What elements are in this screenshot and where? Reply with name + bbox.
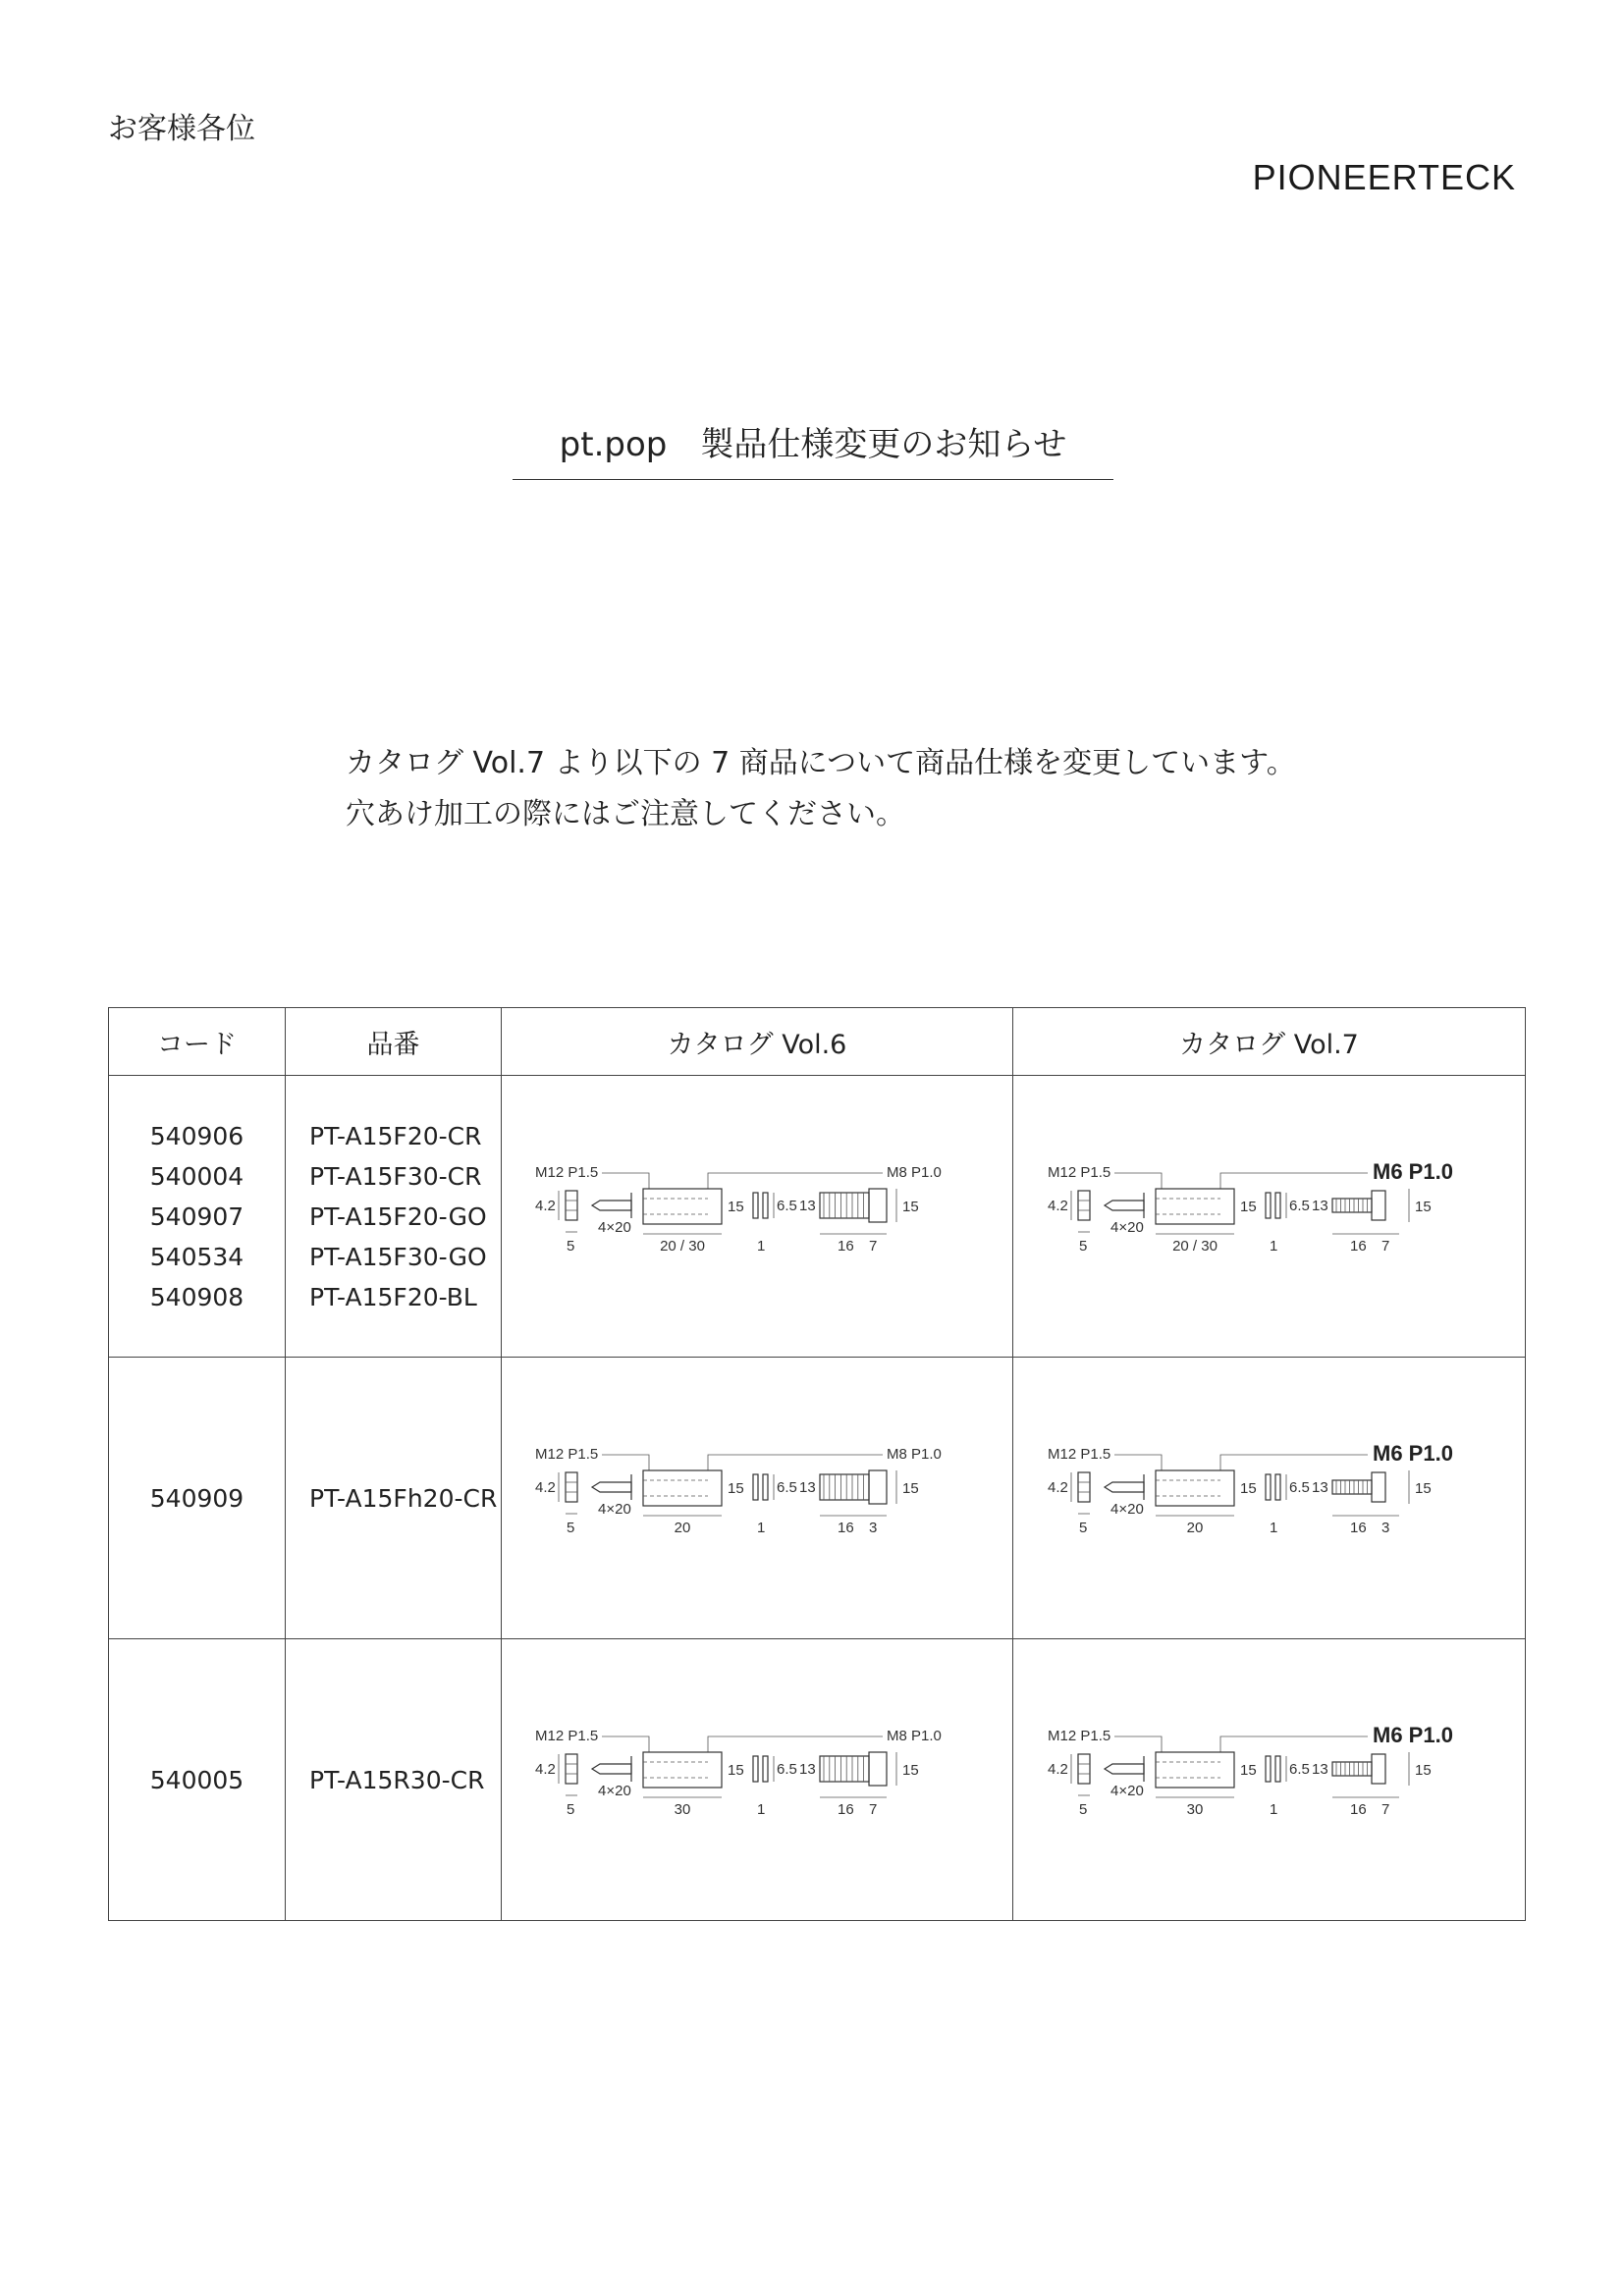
washer-shape (763, 1474, 768, 1500)
part-number-value: PT-A15F20-GO (309, 1201, 487, 1231)
dim-bolt-length: 16 (1349, 1801, 1367, 1818)
dim-cap-width: 5 (567, 1238, 575, 1255)
dim-washer-thickness: 1 (1269, 1520, 1277, 1536)
thread-label-m8: M8 P1.0 (887, 1164, 942, 1181)
cap-nut-shape (566, 1472, 577, 1502)
part-number-value: PT-A15F20-CR (309, 1121, 482, 1150)
dim-bolt-head: 3 (869, 1520, 878, 1536)
dim-bolt-head: 7 (1380, 1238, 1389, 1255)
screw-shape (592, 1201, 631, 1210)
dim-cap-height: 4.2 (535, 1761, 556, 1778)
vol7-diagram-cell (1013, 1639, 1526, 1921)
dim-washer-dia: 6.5 (777, 1198, 797, 1214)
vol7-parts-diagram (1034, 1431, 1505, 1559)
screw-shape (592, 1482, 631, 1492)
dim-bolt-height: 15 (1414, 1199, 1432, 1215)
screw-size: 4×20 (598, 1783, 631, 1799)
dim-washer-dia: 6.5 (777, 1761, 797, 1778)
dim-barrel-height: 15 (728, 1480, 744, 1497)
leader-line (708, 1736, 883, 1752)
dim-barrel-height: 15 (1239, 1762, 1257, 1779)
leader-line (602, 1736, 649, 1752)
dim-washer-dia: 6.5 (1288, 1198, 1310, 1214)
dim-barrel-length: 20 / 30 (1171, 1238, 1218, 1255)
barrel-shape (1156, 1189, 1234, 1224)
table-row (109, 1076, 1526, 1358)
leader-line (1220, 1455, 1368, 1470)
thread-label-m8: M8 P1.0 (887, 1446, 942, 1463)
title-block (513, 417, 1113, 480)
code-cell (109, 1639, 286, 1921)
screw-size: 4×20 (1110, 1783, 1144, 1799)
cap-nut-shape (1078, 1754, 1090, 1784)
leader-line (1220, 1173, 1368, 1189)
part-number-value: PT-A15F30-GO (309, 1242, 487, 1271)
table-header-row (109, 1008, 1526, 1076)
company-logo: PIONEERTECK (1252, 157, 1516, 197)
vol6-diagram-cell (502, 1358, 1013, 1639)
bolt-head (1372, 1472, 1385, 1502)
washer-shape (753, 1474, 758, 1500)
header-part-number: 品番 (286, 1008, 502, 1076)
washer-shape (763, 1193, 768, 1218)
notice-line-1: カタログ Vol.7 より以下の 7 商品について商品仕様を変更しています。 (346, 746, 1296, 780)
barrel-shape (643, 1752, 722, 1788)
dim-bolt-height: 15 (902, 1762, 919, 1779)
dim-cap-height: 4.2 (1047, 1761, 1068, 1778)
bolt-head (869, 1752, 887, 1786)
salutation: お客様各位 (108, 112, 255, 146)
dim-bolt-head: 3 (1380, 1520, 1389, 1536)
thread-label-m12: M12 P1.5 (1047, 1728, 1110, 1744)
dim-washer-outer: 13 (799, 1479, 816, 1496)
dim-barrel-height: 15 (728, 1199, 744, 1215)
screw-size: 4×20 (1110, 1501, 1144, 1518)
header-catalog-vol7: カタログ Vol.7 (1013, 1008, 1526, 1076)
dim-bolt-height: 15 (1414, 1480, 1432, 1497)
dim-washer-thickness: 1 (1269, 1801, 1277, 1818)
part-number-value: PT-A15F20-BL (309, 1282, 477, 1311)
bolt-head (869, 1189, 887, 1222)
screw-shape (1105, 1201, 1144, 1210)
bolt-shaft (820, 1756, 869, 1782)
part-number-value: PT-A15Fh20-CR (309, 1483, 498, 1513)
leader-line (1114, 1455, 1162, 1470)
screw-size: 4×20 (598, 1219, 631, 1236)
dim-barrel-length: 30 (1186, 1801, 1203, 1818)
dim-barrel-length: 20 / 30 (660, 1238, 705, 1255)
dim-bolt-head: 7 (869, 1238, 878, 1255)
leader-line (1114, 1736, 1162, 1752)
vol6-diagram-cell (502, 1076, 1013, 1358)
dim-washer-dia: 6.5 (1288, 1761, 1310, 1778)
thread-label-m12: M12 P1.5 (1047, 1164, 1110, 1181)
dim-barrel-length: 30 (674, 1801, 691, 1818)
dim-washer-thickness: 1 (757, 1238, 766, 1255)
dim-bolt-head: 7 (1380, 1801, 1389, 1818)
barrel-shape (1156, 1470, 1234, 1506)
dim-washer-outer: 13 (799, 1761, 816, 1778)
code-value: 540906 (149, 1121, 244, 1150)
dim-bolt-height: 15 (902, 1480, 919, 1497)
screw-shape (592, 1764, 631, 1774)
dim-bolt-length: 16 (1349, 1520, 1367, 1536)
notice-line-2: 穴あけ加工の際にはご注意してください。 (346, 797, 905, 831)
vol7-parts-diagram (1034, 1149, 1505, 1277)
dim-barrel-height: 15 (1239, 1480, 1257, 1497)
dim-bolt-head: 7 (869, 1801, 878, 1818)
leader-line (1220, 1736, 1368, 1752)
bolt-head (869, 1470, 887, 1504)
code-value: 540907 (149, 1201, 244, 1231)
code-value: 540908 (149, 1282, 244, 1311)
bolt-shaft (1332, 1199, 1372, 1212)
leader-line (708, 1455, 883, 1470)
code-value: 540909 (149, 1483, 244, 1513)
dim-cap-width: 5 (1078, 1238, 1087, 1255)
bolt-shaft (1332, 1762, 1372, 1776)
dim-washer-thickness: 1 (757, 1801, 766, 1818)
barrel-shape (643, 1470, 722, 1506)
bolt-head (1372, 1191, 1385, 1220)
dim-bolt-height: 15 (1414, 1762, 1432, 1779)
dim-washer-outer: 13 (799, 1198, 816, 1214)
washer-shape (753, 1756, 758, 1782)
leader-line (1114, 1173, 1162, 1189)
thread-label-m12: M12 P1.5 (535, 1164, 599, 1181)
header-catalog-vol6: カタログ Vol.6 (502, 1008, 1013, 1076)
washer-shape (1266, 1756, 1271, 1782)
dim-barrel-height: 15 (1239, 1199, 1257, 1215)
cap-nut-shape (566, 1754, 577, 1784)
dim-washer-dia: 6.5 (1288, 1479, 1310, 1496)
part-number-cell (286, 1358, 502, 1639)
barrel-shape (643, 1189, 722, 1224)
bolt-shaft (820, 1474, 869, 1500)
dim-washer-dia: 6.5 (777, 1479, 797, 1496)
part-number-value: PT-A15R30-CR (309, 1765, 485, 1794)
leader-line (602, 1173, 649, 1189)
code-value: 540534 (149, 1242, 244, 1271)
thread-label-m6: M6 P1.0 (1372, 1159, 1453, 1184)
vol7-diagram-cell (1013, 1358, 1526, 1639)
vol6-parts-diagram (521, 1713, 993, 1841)
code-value: 540004 (149, 1161, 244, 1191)
code-cell (109, 1076, 286, 1358)
thread-label-m6: M6 P1.0 (1372, 1723, 1453, 1747)
thread-label-m8: M8 P1.0 (887, 1728, 942, 1744)
page-title: pt.pop 製品仕様変更のお知らせ (513, 417, 1113, 480)
cap-nut-shape (566, 1191, 577, 1220)
dim-barrel-length: 20 (1186, 1520, 1203, 1536)
table-row (109, 1358, 1526, 1639)
screw-shape (1105, 1482, 1144, 1492)
dim-washer-outer: 13 (1311, 1761, 1328, 1778)
part-number-value: PT-A15F30-CR (309, 1161, 482, 1191)
washer-shape (1266, 1474, 1271, 1500)
table-row (109, 1639, 1526, 1921)
code-cell (109, 1358, 286, 1639)
dim-bolt-length: 16 (838, 1238, 854, 1255)
bolt-head (1372, 1754, 1385, 1784)
screw-size: 4×20 (1110, 1219, 1144, 1236)
washer-shape (1266, 1193, 1271, 1218)
dim-washer-outer: 13 (1311, 1198, 1328, 1214)
dim-cap-height: 4.2 (535, 1479, 556, 1496)
bolt-shaft (1332, 1480, 1372, 1494)
dim-cap-height: 4.2 (1047, 1198, 1068, 1214)
thread-label-m12: M12 P1.5 (1047, 1446, 1110, 1463)
leader-line (708, 1173, 883, 1189)
thread-label-m12: M12 P1.5 (535, 1728, 599, 1744)
dim-bolt-length: 16 (838, 1520, 854, 1536)
dim-barrel-height: 15 (728, 1762, 744, 1779)
code-value: 540005 (149, 1765, 244, 1794)
thread-label-m12: M12 P1.5 (535, 1446, 599, 1463)
washer-shape (1275, 1474, 1280, 1500)
spec-change-table (108, 1007, 1526, 1921)
dim-cap-width: 5 (1078, 1801, 1087, 1818)
dim-cap-width: 5 (567, 1801, 575, 1818)
washer-shape (1275, 1756, 1280, 1782)
cap-nut-shape (1078, 1472, 1090, 1502)
dim-bolt-length: 16 (1349, 1238, 1367, 1255)
washer-shape (753, 1193, 758, 1218)
dim-bolt-height: 15 (902, 1199, 919, 1215)
vol6-diagram-cell (502, 1639, 1013, 1921)
vol6-parts-diagram (521, 1431, 993, 1559)
screw-shape (1105, 1764, 1144, 1774)
dim-cap-width: 5 (567, 1520, 575, 1536)
dim-cap-height: 4.2 (1047, 1479, 1068, 1496)
dim-bolt-length: 16 (838, 1801, 854, 1818)
dim-washer-thickness: 1 (757, 1520, 766, 1536)
cap-nut-shape (1078, 1191, 1090, 1220)
dim-washer-thickness: 1 (1269, 1238, 1277, 1255)
header-code: コード (109, 1008, 286, 1076)
dim-cap-height: 4.2 (535, 1198, 556, 1214)
part-number-cell (286, 1639, 502, 1921)
barrel-shape (1156, 1752, 1234, 1788)
dim-barrel-length: 20 (674, 1520, 691, 1536)
notice-text (346, 738, 1296, 840)
bolt-shaft (820, 1193, 869, 1218)
vol6-parts-diagram (521, 1149, 993, 1277)
screw-size: 4×20 (598, 1501, 631, 1518)
vol7-parts-diagram (1034, 1713, 1505, 1841)
vol7-diagram-cell (1013, 1076, 1526, 1358)
dim-washer-outer: 13 (1311, 1479, 1328, 1496)
washer-shape (1275, 1193, 1280, 1218)
dim-cap-width: 5 (1078, 1520, 1087, 1536)
thread-label-m6: M6 P1.0 (1372, 1441, 1453, 1466)
part-number-cell (286, 1076, 502, 1358)
leader-line (602, 1455, 649, 1470)
washer-shape (763, 1756, 768, 1782)
